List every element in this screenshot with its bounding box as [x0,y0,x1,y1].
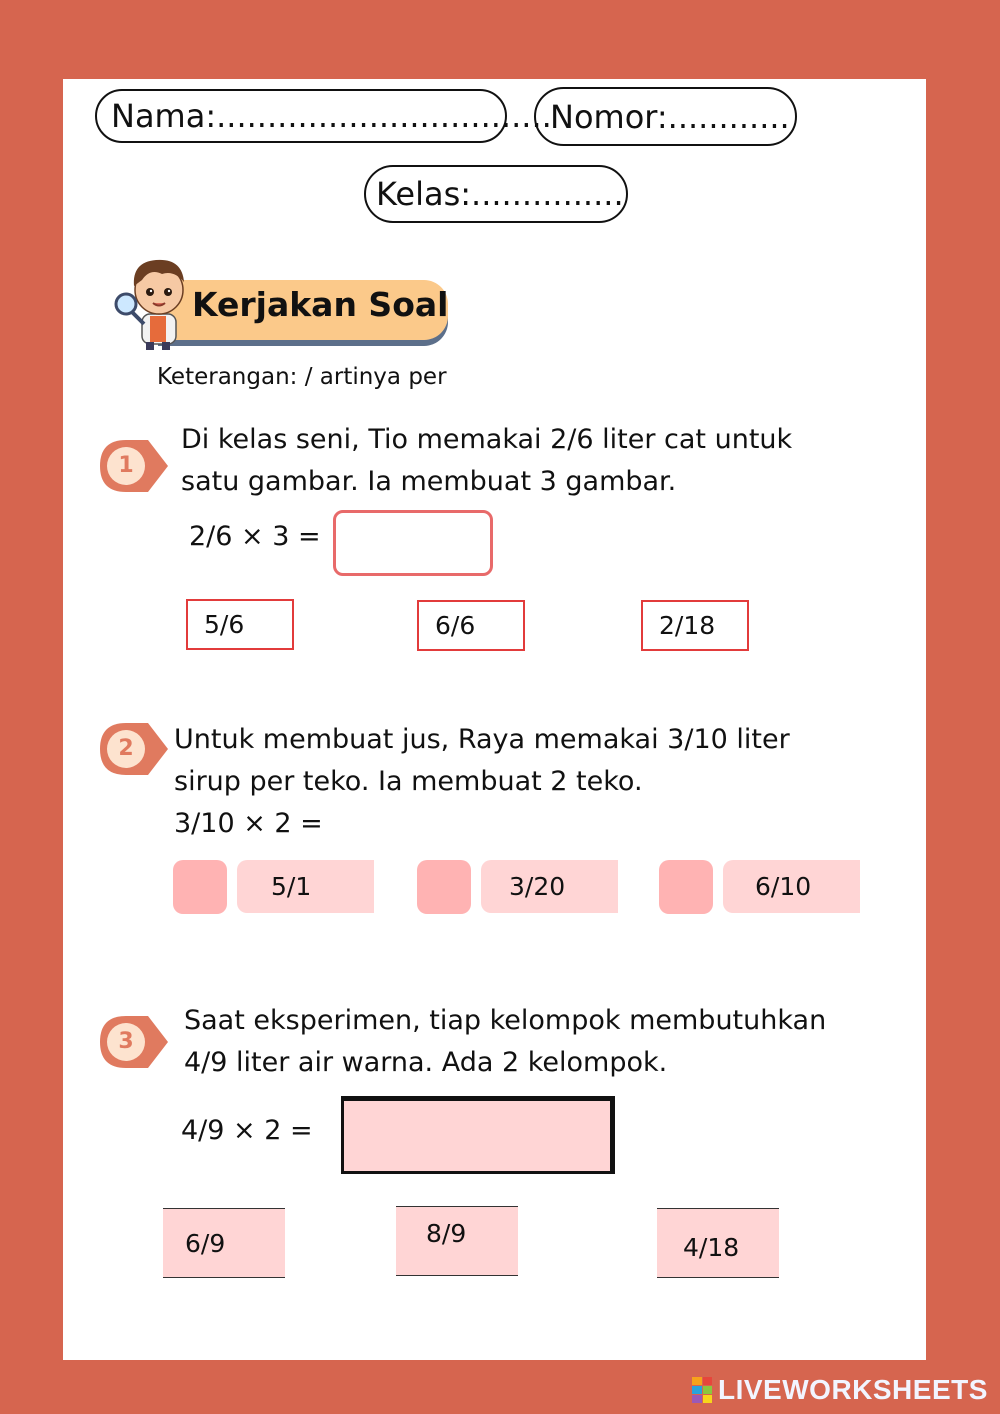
question-1-text [181,419,792,503]
question-1-option-3[interactable] [641,600,749,651]
kelas-field[interactable] [364,165,628,223]
question-2-line-2: sirup per teko. Ia membuat 2 teko. [174,766,643,797]
question-3-option-2[interactable] [396,1206,518,1276]
option-label: 6/6 [435,611,476,640]
question-2-equation: 3/10 × 2 = [174,808,323,839]
option-label: 6/10 [755,872,812,901]
nomor-field[interactable] [534,87,797,146]
question-2-checkbox-3[interactable] [659,860,713,914]
question-3-equation: 4/9 × 2 = [181,1115,313,1146]
option-label: 6/9 [185,1228,226,1258]
question-1-number: 1 [118,453,134,478]
option-label: 2/18 [659,611,716,640]
question-2-badge [96,721,172,777]
question-2-checkbox-1[interactable] [173,860,227,914]
question-3-text [184,1000,826,1084]
option-label: 4/18 [683,1232,740,1262]
nama-label: Nama:................................. [111,97,552,135]
question-3-option-3[interactable] [657,1208,779,1278]
question-3-answer-box[interactable] [341,1096,615,1174]
option-label: 5/6 [204,610,245,639]
question-2-checkbox-2[interactable] [417,860,471,914]
nomor-label: Nomor:............ [550,97,790,136]
question-2-text [174,719,790,845]
question-2-option-1[interactable] [237,860,374,913]
liveworksheets-logo-icon [692,1377,712,1403]
kelas-label: Kelas:............... [376,175,624,213]
question-3-number: 3 [118,1029,134,1054]
question-1-line-1: Di kelas seni, Tio memakai 2/6 liter cat untuk [181,424,793,455]
nama-field[interactable] [95,89,552,143]
question-2-line-1: Untuk membuat jus, Raya memakai 3/10 liter [174,724,790,755]
question-1-badge [96,438,172,494]
question-2-option-3[interactable] [723,860,860,913]
question-3-line-1: Saat eksperimen, tiap kelompok membutuhkan [184,1005,827,1036]
question-1-option-1[interactable] [186,599,294,650]
brand-text: LIVEWORKSHEETS [718,1374,988,1405]
option-label: 3/20 [509,872,566,901]
question-1-line-2: satu gambar. Ia membuat 3 gambar. [181,466,677,497]
question-3-line-2: 4/9 liter air warna. Ada 2 kelompok. [184,1047,668,1078]
banner-title: Kerjakan Soal [192,285,449,324]
question-1-option-2[interactable] [417,600,525,651]
option-label: 8/9 [426,1219,467,1248]
question-1-answer-box[interactable] [333,510,493,576]
question-2-option-2[interactable] [481,860,618,913]
boy-with-magnifier-icon [112,252,204,352]
question-2-number: 2 [118,736,134,761]
question-1-equation: 2/6 × 3 = [189,521,321,552]
hint-text: Keterangan: / artinya per [157,364,447,390]
question-3-badge [96,1014,172,1070]
option-label: 5/1 [271,872,312,901]
liveworksheets-brand[interactable] [692,1374,988,1406]
question-3-option-1[interactable] [163,1208,285,1278]
